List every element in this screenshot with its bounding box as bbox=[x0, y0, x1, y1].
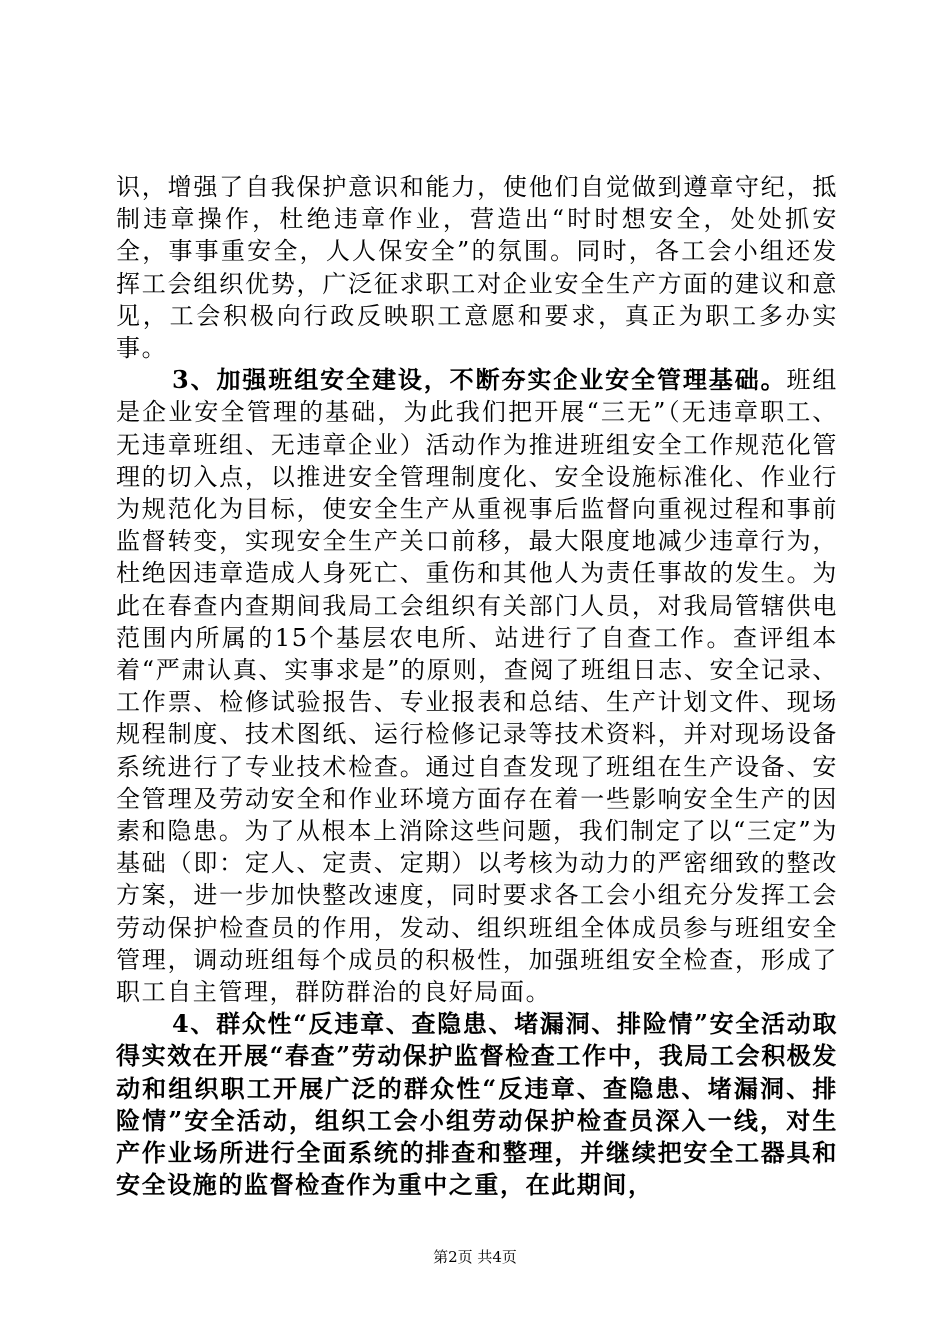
paragraph-1 bbox=[116, 171, 838, 364]
page-footer bbox=[0, 1246, 950, 1267]
paragraph-3 bbox=[116, 1008, 838, 1201]
paragraph-2-heading: 3、加强班组安全建设，不断夯实企业安全管理基础。 bbox=[172, 365, 787, 395]
paragraph-2-text: 班组是企业安全管理的基础，为此我们把开展“三无”（无违章职工、无违章班组、无违章企业）活动作为推进班组安全工作规范化管理的切入点，以推进安全管理制度化、安全设施标准化、作业行为规范化为目标，使安全生产从重视事后监督向重视过程和事前监督转变，实现安全生产关口前移，最大限度地减少违章行为，杜绝因违章造成人身死亡、重伤和其他人为责任事故的发生。为此在春查内查期间我局工会组织有关部门人员，对我局管辖供电范围内所属的15个基层农电所、站进行了自查工作。查评组本着“严肃认真、实事求是”的原则，查阅了班组日志、安全记录、工作票、检修试验报告、专业报表和总结、生产计划文件、现场规程制度、技术图纸、运行检修记录等技术资料，并对现场设备系统进行了专业技术检查。通过自查发现了班组在生产设备、安全管理及劳动安全和作业环境方面存在着一些影响安全生产的因素和隐患。为了从根本上消除这些问题，我们制定了以“三定”为基础（即：定人、定责、定期）以考核为动力的严密细致的整改方案，进一步加快整改速度，同时要求各工会小组充分发挥工会劳动保护检查员的作用，发动、组织班组全体成员参与班组安全管理，调动班组每个成员的积极性，加强班组安全检查，形成了职工自主管理，群防群治的良好局面。 bbox=[116, 366, 838, 1007]
paragraph-2 bbox=[116, 364, 838, 1008]
paragraph-3-heading: 4、群众性“反违章、查隐患、堵漏洞、排险情”安全活动取得实效在开展“春查”劳动保护监督检查工作中，我局工会积极发动和组织职工开展广泛的群众性“反违章、查隐患、堵漏洞、排险情”安全活动，组织工会小组劳动保护检查员深入一线，对生产作业场所进行全面系统的排查和整理，并继续把安全工器具和安全设施的监督检查作为重中之重，在此期间， bbox=[116, 1009, 839, 1200]
paragraph-1-text: 识，增强了自我保护意识和能力，使他们自觉做到遵章守纪，抵制违章操作，杜绝违章作业，营造出“时时想安全，处处抓安全，事事重安全，人人保安全”的氛围。同时，各工会小组还发挥工会组织优势，广泛征求职工对企业安全生产方面的建议和意见，工会积极向行政反映职工意愿和要求，真正为职工多办实事。 bbox=[116, 173, 838, 363]
page-number-label: 第2页 共4页 bbox=[433, 1248, 517, 1266]
document-body bbox=[116, 171, 838, 1202]
